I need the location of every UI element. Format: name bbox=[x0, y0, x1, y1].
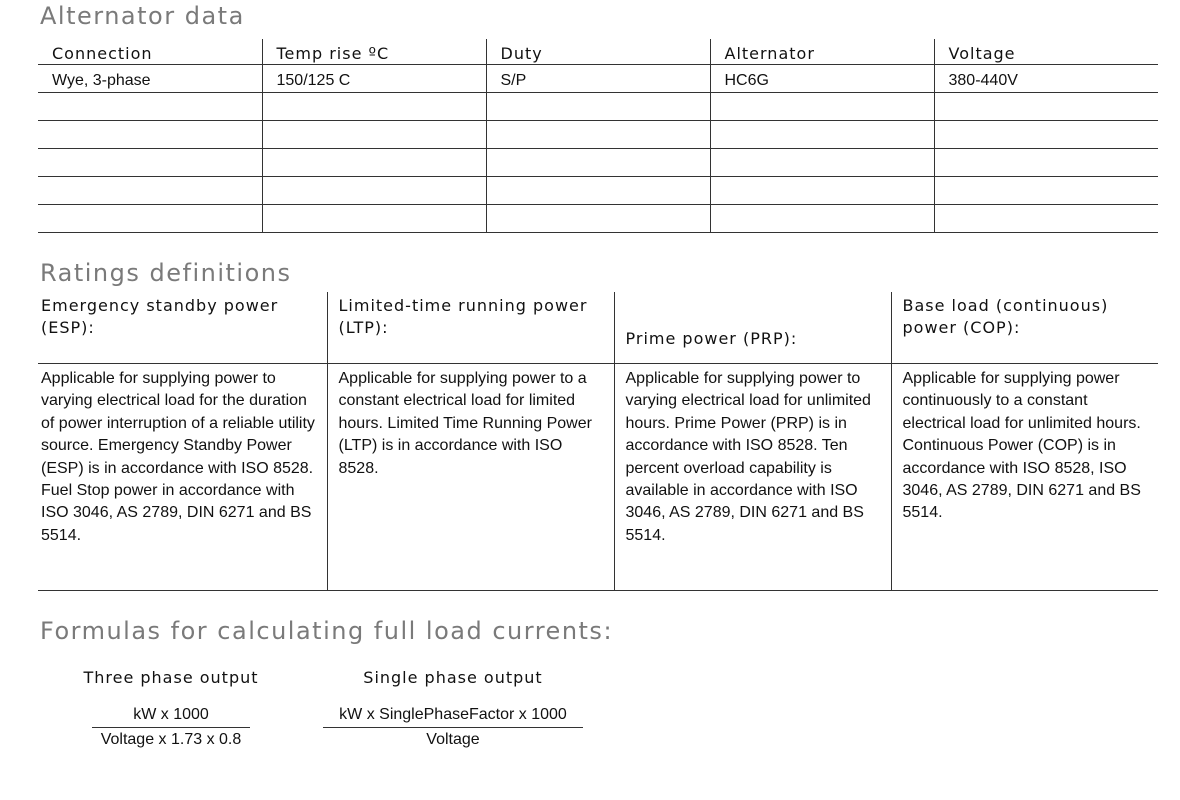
header-temp-rise: Temp rise ºC bbox=[262, 39, 486, 65]
table-row bbox=[38, 65, 1158, 93]
header-connection: Connection bbox=[38, 39, 262, 65]
single-phase-denominator: Voltage bbox=[426, 731, 480, 748]
text-esp: Applicable for supplying power to varying electrical load for the duration of power interruption of a reliable utility source. Emergency Standby Power (ESP) is in accordance with ISO 8528. Fuel Stop power in accordance with ISO 3046, AS 2789, DIN 6271 and BS 5514. bbox=[38, 364, 327, 591]
three-phase-denominator: Voltage x 1.73 x 0.8 bbox=[100, 731, 242, 748]
heading-ltp: Limited-time running power (LTP): bbox=[327, 292, 614, 364]
single-phase-label: Single phase output bbox=[363, 668, 543, 687]
cell-temp-rise: 150/125 C bbox=[262, 65, 486, 93]
formulas-title: Formulas for calculating full load currents: bbox=[40, 617, 614, 645]
three-phase-numerator: kW x 1000 bbox=[133, 706, 209, 723]
cell-connection: Wye, 3-phase bbox=[38, 65, 262, 93]
header-duty: Duty bbox=[486, 39, 710, 65]
empty-table-row bbox=[38, 93, 1158, 121]
header-alternator: Alternator bbox=[710, 39, 934, 65]
empty-table-row bbox=[38, 177, 1158, 205]
heading-esp: Emergency standby power (ESP): bbox=[38, 292, 327, 364]
ratings-table bbox=[38, 292, 1158, 591]
empty-table-row bbox=[38, 149, 1158, 177]
three-phase-label: Three phase output bbox=[83, 668, 259, 687]
ratings-body-row bbox=[38, 364, 1158, 591]
three-phase-formula bbox=[78, 668, 264, 749]
single-phase-numerator: kW x SinglePhaseFactor x 1000 bbox=[339, 706, 567, 723]
cell-alternator: HC6G bbox=[710, 65, 934, 93]
text-prp: Applicable for supplying power to varying electrical load for unlimited hours. Prime Power (PRP) is in accordance with ISO 8528. Ten percent overload capability is available in accordance with ISO 3046, AS 2789, DIN 6271 and BS 5514. bbox=[614, 364, 891, 591]
heading-prp: Prime power (PRP): bbox=[614, 292, 891, 364]
single-phase-formula bbox=[318, 668, 588, 749]
alternator-table bbox=[38, 39, 1158, 233]
ratings-header-row bbox=[38, 292, 1158, 364]
empty-table-row bbox=[38, 121, 1158, 149]
header-voltage: Voltage bbox=[934, 39, 1158, 65]
cell-voltage: 380-440V bbox=[934, 65, 1158, 93]
ratings-definitions-title: Ratings definitions bbox=[40, 259, 292, 287]
text-cop: Applicable for supplying power continuously to a constant electrical load for unlimited hours. Continuous Power (COP) is in accordance with ISO 8528, ISO 3046, AS 2789, DIN 6271 and BS 5514. bbox=[891, 364, 1158, 591]
alternator-header-row bbox=[38, 39, 1158, 65]
alternator-data-title: Alternator data bbox=[40, 2, 245, 30]
text-ltp: Applicable for supplying power to a constant electrical load for limited hours. Limited Time Running Power (LTP) is in accordance with ISO 8528. bbox=[327, 364, 614, 591]
heading-cop: Base load (continuous) power (COP): bbox=[891, 292, 1158, 364]
empty-table-row bbox=[38, 205, 1158, 233]
cell-duty: S/P bbox=[486, 65, 710, 93]
